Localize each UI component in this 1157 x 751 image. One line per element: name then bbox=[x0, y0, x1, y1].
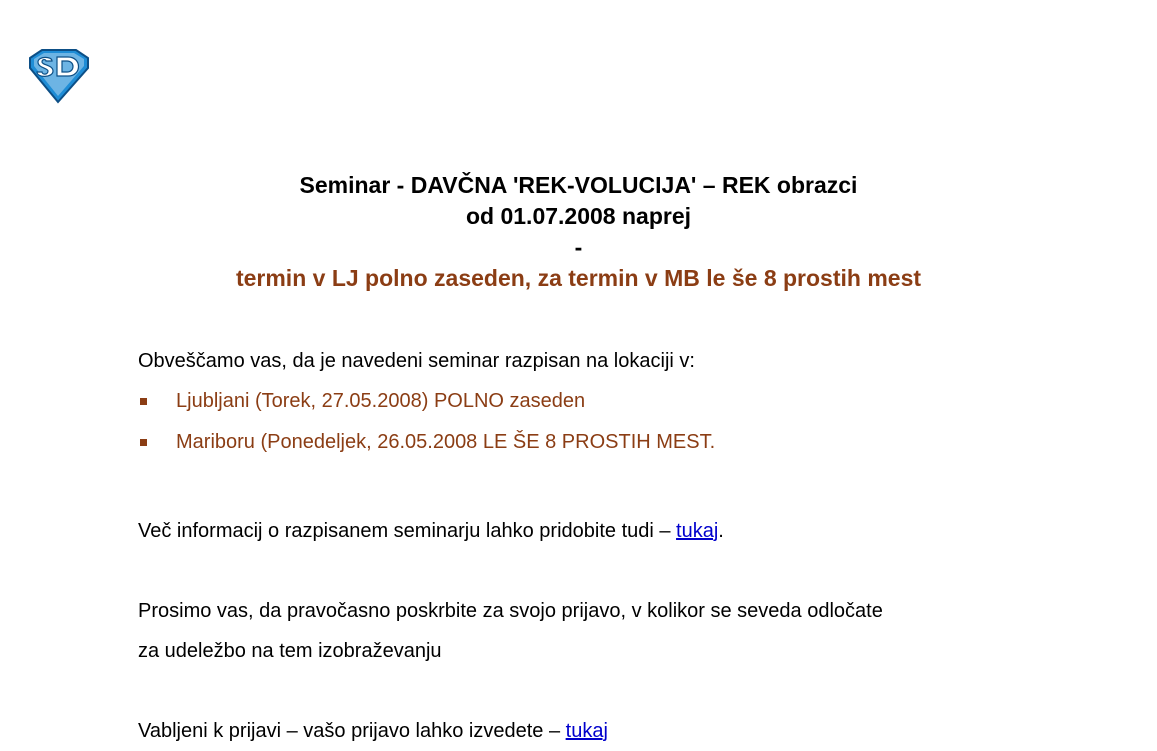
sd-logo-icon bbox=[22, 48, 96, 104]
more-info-end: . bbox=[718, 520, 724, 542]
intro-text: Obveščamo vas, da je navedeni seminar razpisan na lokaciji v: bbox=[138, 350, 695, 372]
location-text: Mariboru (Ponedeljek, 26.05.2008 LE ŠE 8 PROSTIH MEST. bbox=[176, 431, 716, 453]
sign-up-line-1: Prosimo vas, da pravočasno poskrbite za svojo prijavo, v kolikor se seveda odločate bbox=[138, 600, 883, 622]
apply-paragraph bbox=[138, 711, 1098, 751]
title-line-1: Seminar - DAVČNA 'REK-VOLUCIJA' – REK obrazci bbox=[299, 172, 858, 198]
seminar-title bbox=[0, 170, 1157, 294]
more-info-text: Več informacij o razpisanem seminarju lahko pridobite tudi – bbox=[138, 520, 677, 542]
bullet-square-icon bbox=[140, 398, 147, 405]
apply-text: Vabljeni k prijavi – vašo prijavo lahko izvedete – bbox=[138, 720, 566, 742]
title-availability-notice: termin v LJ polno zaseden, za termin v MB le še 8 prostih mest bbox=[235, 265, 922, 291]
apply-link[interactable]: tukaj bbox=[565, 720, 608, 742]
location-item-maribor bbox=[138, 427, 1098, 457]
bullet-square-icon bbox=[140, 439, 147, 446]
more-info-link[interactable]: tukaj bbox=[676, 520, 719, 542]
title-separator: - bbox=[574, 234, 583, 260]
document-body bbox=[138, 346, 1098, 751]
location-list bbox=[138, 386, 1098, 457]
sign-up-line-2: za udeležbo na tem izobraževanju bbox=[138, 640, 442, 662]
location-item-ljubljana bbox=[138, 386, 1098, 416]
sign-up-paragraph bbox=[138, 591, 1098, 671]
company-logo bbox=[22, 48, 96, 104]
more-info-paragraph bbox=[138, 511, 1098, 551]
title-line-2: od 01.07.2008 naprej bbox=[465, 203, 691, 229]
location-text: Ljubljani (Torek, 27.05.2008) POLNO zaseden bbox=[176, 390, 586, 412]
